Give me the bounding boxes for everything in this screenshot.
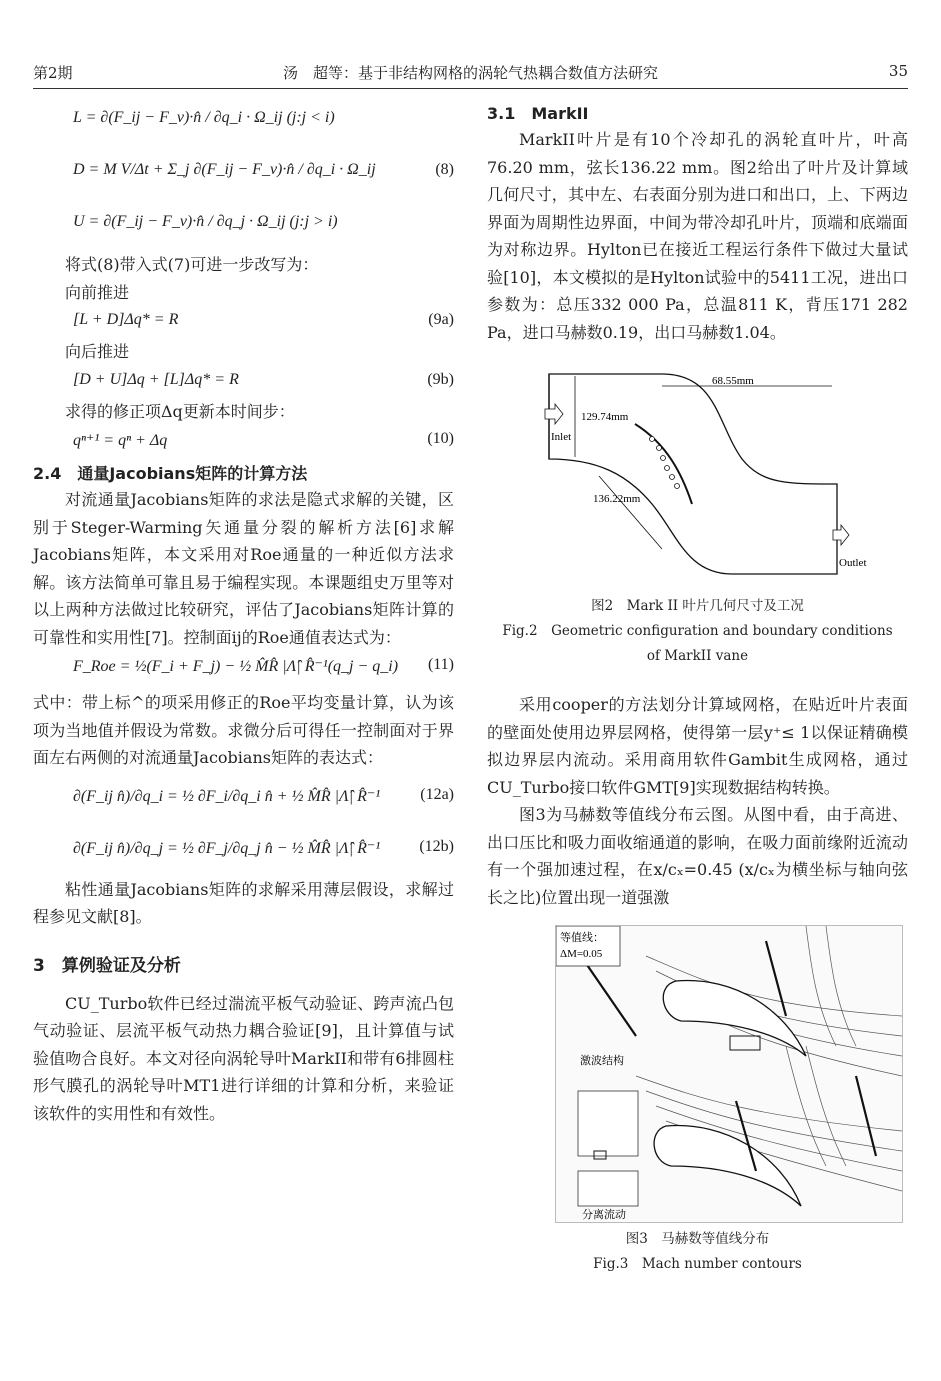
figure-2-caption-en: Fig.2 Geometric configuration and boundary conditions of MarkII vane	[502, 623, 893, 664]
legend-interval: ΔM=0.05	[560, 948, 603, 960]
paragraph: 求得的修正项Δq更新本时间步：	[65, 401, 295, 421]
figure-3-caption-cn: 图3 马赫数等值线分布	[625, 1231, 770, 1247]
paragraph: 采用cooper的方法划分计算域网格，在贴近叶片表面的壁面处使用边界层网格，使得第一层y⁺≤ 1以保证精确模拟边界层内流动。采用商用软件Gambit生成网格，通过CU_Turbo接口软件GMT[9]实现数据结构转换。	[487, 695, 908, 797]
equation-12a: ∂(F_ij n̂)/∂q_i = ½ ∂F_i/∂q_i n̂ + ½ M̂R̂ |Λ̂| R̂⁻¹ (12a)	[73, 785, 454, 805]
figure-2	[487, 364, 908, 582]
figure-3	[555, 925, 903, 1223]
paragraph: 图3为马赫数等值线分布云图。从图中看，由于高进、出口压比和吸力面收缩通道的影响，在吸力面前缘附近流动有一个强加速过程，在x/cₓ=0.45 (x/cₓ为横坐标与轴向弦长之比)位置出现一道强激	[487, 805, 908, 907]
figure-2-caption-cn: 图2 Mark II 叶片几何尺寸及工况	[591, 598, 804, 614]
paragraph: MarkII叶片是有10个冷却孔的涡轮直叶片，叶高76.20 mm，弦长136.22 mm。图2给出了叶片及计算域几何尺寸，其中左、右表面分别为进口和出口，上、下两边界面为周期性边界面，中间为带冷却孔叶片，顶端和底端面为对称边界。Hylton已在接近工程运行条件下做过大量试验[10]，本文模拟的是Hylton试验中的5411工况，进出口参数为：总压332 000 Pa，总温811 K，背压171 282 Pa，进口马赫数0.19，出口马赫数1.04。	[487, 130, 908, 342]
section-heading-3-1: 3.1 MarkII	[487, 104, 589, 123]
section-heading-2-4: 2.4 通量Jacobians矩阵的计算方法	[33, 464, 308, 483]
running-title: 汤 超等：基于非结构网格的涡轮气热耦合数值方法研究	[282, 64, 658, 82]
figure-3-caption-en: Fig.3 Mach number contours	[593, 1256, 802, 1272]
equation-9b: [D + U]Δq + [L]Δq* = R (9b)	[73, 370, 454, 388]
legend-label: 等值线：	[560, 931, 604, 944]
separated-flow-label: 分离流动	[582, 1208, 626, 1221]
paragraph: 粘性通量Jacobians矩阵的求解采用薄层假设，求解过程参见文献[8]。	[33, 879, 454, 926]
markii-geometry-diagram	[487, 364, 908, 582]
paragraph: 对流通量Jacobians矩阵的求法是隐式求解的关键，区别于Steger-Warming矢通量分裂的解析方法[6]求解Jacobians矩阵，本文采用对Roe通量的一种近似方法求解。该方法简单可靠且易于编程实现。本课题组史万里等对以上两种方法做过比较研究，评估了Jacobians矩阵计算的可靠性和实用性[7]。控制面ij的Roe通值表达式为：	[33, 490, 454, 647]
right-column	[487, 95, 908, 1277]
dimension-label: 136.22mm	[593, 493, 641, 505]
equation-8-U: U = ∂(F_ij − F_v)·n̂ / ∂q_j · Ω_ij (j:j > i)	[73, 213, 338, 230]
dimension-label: 129.74mm	[581, 411, 629, 423]
equation-10: qⁿ⁺¹ = qⁿ + Δq (10)	[73, 430, 454, 449]
equation-9a: [L + D]Δq* = R (9a)	[73, 311, 454, 328]
paragraph: 式中：带上标^的项采用修正的Roe平均变量计算，认为该项为当地值并假设为常数。求微分后可得任一控制面对于界面左右两侧的对流通量Jacobians矩阵的表达式：	[33, 693, 454, 767]
equation-12b: ∂(F_ij n̂)/∂q_j = ½ ∂F_j/∂q_j n̂ − ½ M̂R̂ |Λ̂| R̂⁻¹ (12b)	[73, 837, 454, 857]
mach-contour-plot	[556, 926, 902, 1222]
paragraph: 向前推进	[65, 282, 130, 302]
paragraph: CU_Turbo软件已经过湍流平板气动验证、跨声流凸包气动验证、层流平板气动热力耦合验证[9]，且计算值与试验值吻合良好。本文对径向涡轮导叶MarkII和带有6排圆柱形气膜孔的涡轮导叶MT1进行详细的计算和分析，来验证该软件的实用性和有效性。	[33, 993, 454, 1123]
left-column	[33, 95, 454, 1127]
paragraph: 向后推进	[65, 342, 130, 361]
inlet-label: Inlet	[551, 431, 572, 443]
equation-8-L: L = ∂(F_ij − F_v)·n̂ / ∂q_i · Ω_ij (j:j < i)	[73, 109, 335, 126]
page-number: 35	[888, 62, 908, 80]
paragraph: 将式(8)带入式(7)可进一步改写为：	[65, 255, 319, 274]
outlet-label: Outlet	[839, 557, 867, 569]
header-rule	[33, 88, 908, 89]
equation-8-D: D = M V/Δt + Σ_j ∂(F_ij − F_v)·n̂ / ∂q_i · Ω_ij (8)	[73, 161, 454, 178]
journal-issue: 第2期	[33, 64, 73, 82]
shock-structure-label: 激波结构	[580, 1054, 624, 1067]
dimension-label: 68.55mm	[712, 375, 754, 387]
section-heading-3: 3 算例验证及分析	[33, 955, 181, 976]
equation-11: F_Roe = ½(F_i + F_j) − ½ M̂R̂ |Λ̂| R̂⁻¹(q_j − q_i) (11)	[73, 656, 454, 675]
